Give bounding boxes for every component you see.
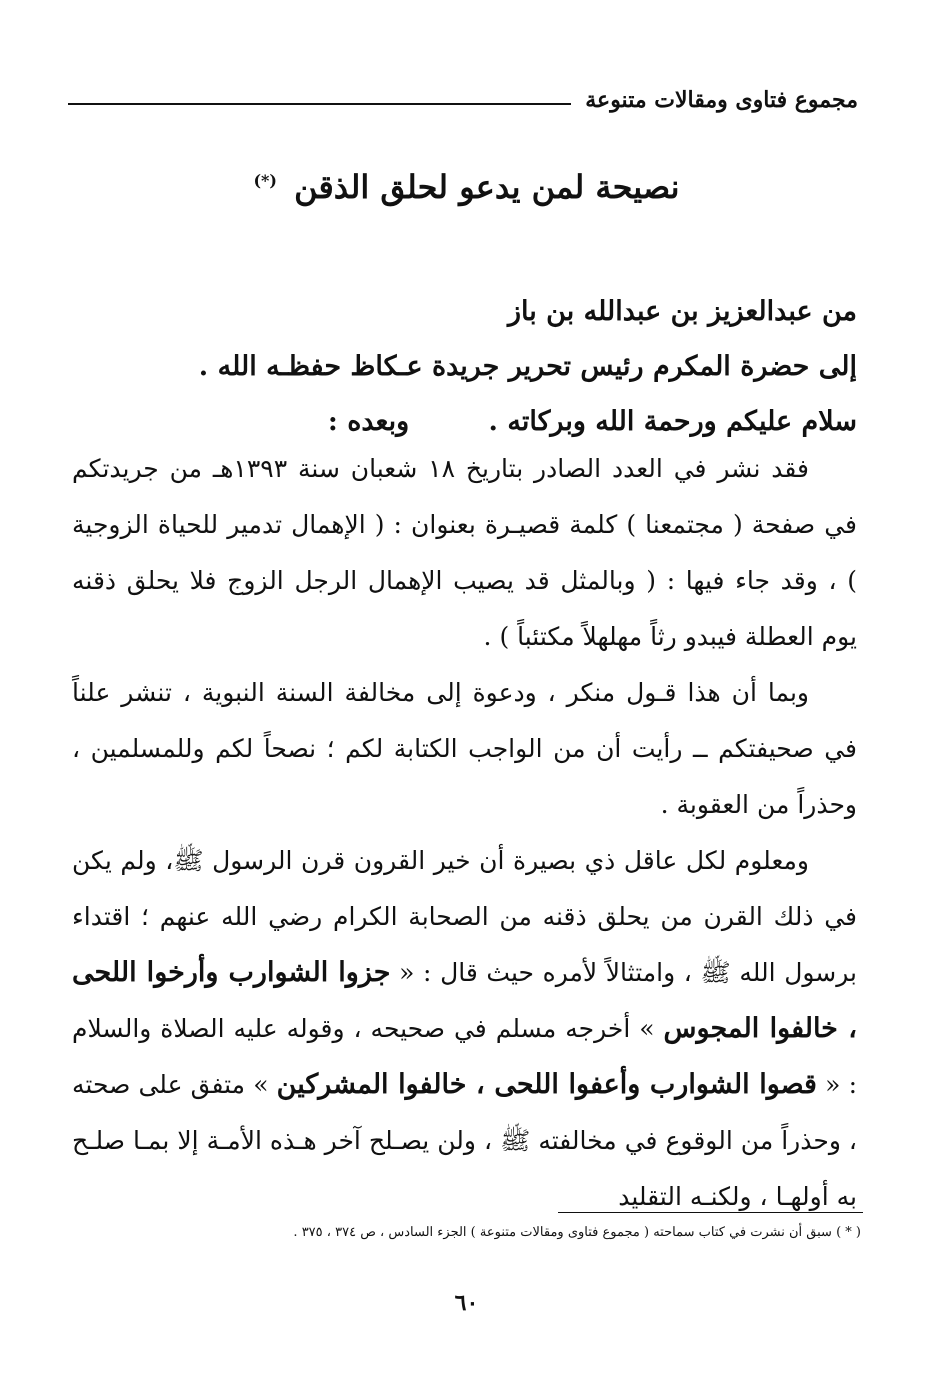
header-rule	[68, 103, 571, 105]
paragraph-3-part-c: » متفق على صحته ، وحذراً من الوقوع في مخالفته ﷺ ، ولن يصـلح آخر هـذه الأمـة إلا بمـا صلـح به أولهـا ، ولكنـه التقليد	[72, 1070, 857, 1211]
hadith-quote-2: قصوا الشوارب وأعفوا اللحى ، خالفوا المشركين	[276, 1069, 817, 1100]
page-number: ٦٠	[454, 1290, 479, 1316]
salutation-block	[77, 284, 857, 449]
footnote-marker: (*)	[253, 171, 277, 191]
paragraph-2: وبما أن هذا قـول منكر ، ودعوة إلى مخالفة السنة النبوية ، تنشر علناً في صحيفتكم ــ رأيت أن من الواجب الكتابة لكم ؛ نصحاً لكم وللمسلمين ، وحذراً من العقوبة .	[72, 678, 857, 819]
salutation-greeting: سلام عليكم ورحمة الله وبركاته .	[488, 406, 857, 437]
footnote-rule	[558, 1212, 863, 1213]
salutation-from: من عبدالعزيز بن عبدالله بن باز	[508, 296, 857, 327]
paragraph-3-part-a: ومعلوم لكل عاقل ذي بصيرة أن خير القرون قرن الرسول ﷺ، ولم يكن في ذلك القرن من يحلق ذقنه من الصحابة الكرام رضي الله عنهم ؛ اقتداء برسول الله ﷺ ، وامتثالاً لأمره حيث قال : «	[72, 846, 857, 987]
salutation-to: إلى حضرة المكرم رئيس تحرير جريدة عـكاظ حفظـه الله .	[198, 351, 857, 382]
article-title-text: نصيحة لمن يدعو لحلق الذقن	[294, 168, 680, 206]
footnote: ( * ) سبق أن نشرت في كتاب سماحته ( مجموع فتاوى ومقالات متنوعة ) الجزء السادس ، ص ٣٧٤ ، ٣٧٥ .	[293, 1225, 861, 1240]
paragraph-3	[72, 833, 857, 1225]
article-body	[72, 441, 857, 1225]
salutation-wabaad: وبعده :	[327, 406, 410, 437]
running-header	[68, 80, 858, 120]
running-header-title: مجموع فتاوى ومقالات متنوعة	[585, 87, 858, 113]
paragraph-1: فقد نشر في العدد الصادر بتاريخ ١٨ شعبان سنة ١٣٩٣هـ من جريدتكم في صفحة ( مجتمعنا ) كلمة قصيـرة بعنوان : ( الإهمال تدمير للحياة الزوجية ) ، وقد جاء فيها : ( وبالمثل قد يصيب الإهمال الرجل الزوج فلا يحلق ذقنه يوم العطلة فيبدو رثاً مهلهلاً مكتئباً ) .	[72, 454, 857, 651]
article-title	[0, 168, 933, 206]
paragraph-3-part-b: » أخرجه مسلم في صحيحه ، وقوله عليه الصلاة والسلام : «	[72, 1014, 857, 1099]
hadith-quote-1: جزوا الشوارب وأرخوا اللحى ، خالفوا المجوس	[72, 957, 857, 1044]
